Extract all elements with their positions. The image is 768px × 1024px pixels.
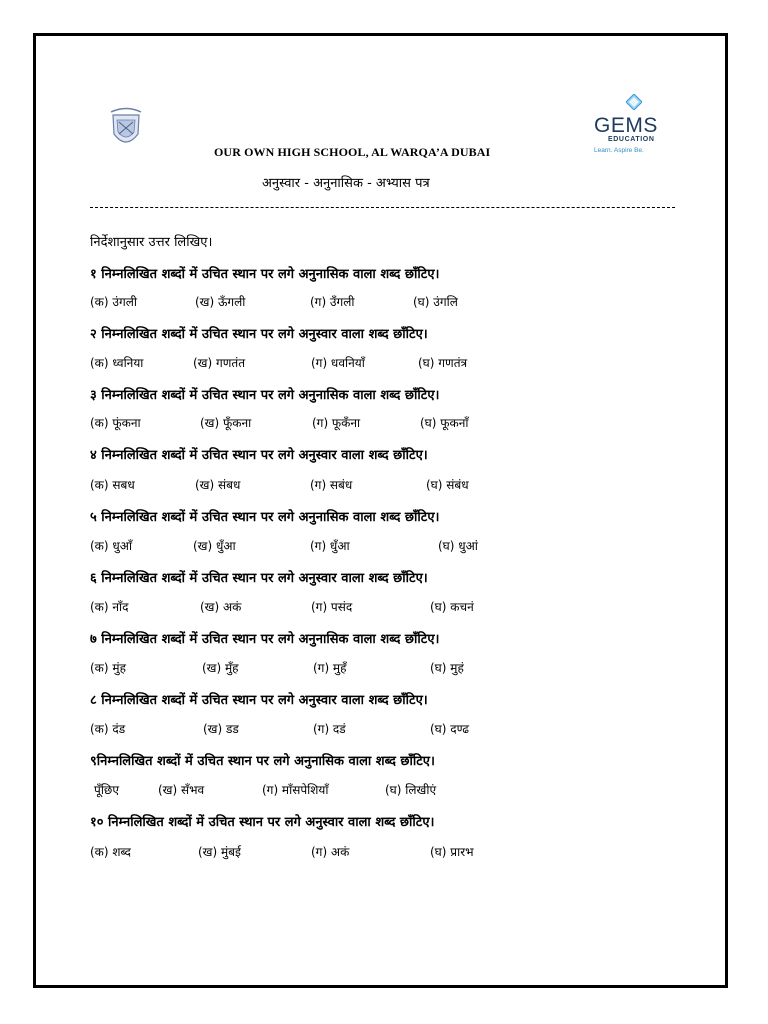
question-7: ७ निम्नलिखित शब्दों में उचित स्थान पर लगे अनुनासिक वाला शब्द छाँटिए। bbox=[90, 632, 440, 647]
school-crest-icon bbox=[107, 104, 145, 154]
q1-option-b: (ख) ऊँगली bbox=[195, 295, 246, 309]
instruction: निर्देशानुसार उत्तर लिखिए। bbox=[90, 235, 213, 250]
question-2: २ निम्नलिखित शब्दों में उचित स्थान पर लगे अनुस्वार वाला शब्द छाँटिए। bbox=[90, 327, 428, 342]
question-4: ४ निम्नलिखित शब्दों में उचित स्थान पर लगे अनुस्वार वाला शब्द छाँटिए। bbox=[90, 448, 428, 463]
question-9: ९निम्नलिखित शब्दों में उचित स्थान पर लगे अनुनासिक वाला शब्द छाँटिए। bbox=[90, 754, 435, 769]
q6-option-a: (क) नाँद bbox=[90, 600, 129, 614]
q3-option-a: (क) फूंकना bbox=[90, 416, 141, 430]
q7-option-a: (क) मुंह bbox=[90, 661, 126, 675]
q5-option-c: (ग) धुँआ bbox=[310, 539, 350, 553]
q10-option-c: (ग) अकं bbox=[311, 845, 350, 859]
q10-option-d: (घ) प्रारभ bbox=[430, 845, 474, 859]
q8-option-b: (ख) डड bbox=[203, 722, 239, 736]
gems-diamond-icon bbox=[626, 94, 642, 110]
q8-option-d: (घ) दण्ढ bbox=[430, 722, 469, 736]
q4-option-c: (ग) सबंध bbox=[310, 478, 353, 492]
q9-option-d: (घ) लिखीएं bbox=[385, 783, 437, 797]
q10-option-a: (क) शब्द bbox=[90, 845, 131, 859]
q5-option-a: (क) धुआँ bbox=[90, 539, 133, 553]
school-name: OUR OWN HIGH SCHOOL, AL WARQA’A DUBAI bbox=[214, 145, 491, 159]
q7-option-d: (घ) मुहं bbox=[430, 661, 464, 675]
q5-option-b: (ख) धुँआ bbox=[193, 539, 236, 553]
q8-option-c: (ग) दडं bbox=[313, 722, 346, 736]
q2-option-a: (क) ध्वनिया bbox=[90, 356, 144, 370]
q9-option-b: (ख) सँभव bbox=[158, 783, 205, 797]
q3-option-c: (ग) फूकँना bbox=[312, 416, 361, 430]
q2-option-c: (ग) धवनियाँ bbox=[311, 356, 365, 370]
q6-option-c: (ग) पसंद bbox=[311, 600, 353, 614]
gems-logo-sub: EDUCATION bbox=[608, 136, 655, 143]
q9-option-a: पूँछिए bbox=[94, 783, 119, 797]
worksheet-title: अनुस्वार - अनुनासिक - अभ्यास पत्र bbox=[262, 176, 430, 191]
q4-option-a: (क) सबध bbox=[90, 478, 135, 492]
q6-option-d: (घ) कचनं bbox=[430, 600, 474, 614]
question-6: ६ निम्नलिखित शब्दों में उचित स्थान पर लगे अनुस्वार वाला शब्द छाँटिए। bbox=[90, 571, 428, 586]
q3-option-b: (ख) फूँकना bbox=[200, 416, 252, 430]
q1-option-a: (क) उंगली bbox=[90, 295, 137, 309]
q7-option-c: (ग) मुहँ bbox=[313, 661, 347, 675]
q4-option-d: (घ) संबंध bbox=[426, 478, 469, 492]
question-3: ३ निम्नलिखित शब्दों में उचित स्थान पर लगे अनुनासिक वाला शब्द छाँटिए। bbox=[90, 388, 440, 403]
q7-option-b: (ख) मुँह bbox=[202, 661, 239, 675]
question-8: ८ निम्नलिखित शब्दों में उचित स्थान पर लगे अनुस्वार वाला शब्द छाँटिए। bbox=[90, 693, 428, 708]
q2-option-b: (ख) गणतंत bbox=[193, 356, 246, 370]
q3-option-d: (घ) फूकनाँ bbox=[420, 416, 469, 430]
q1-option-c: (ग) उँगली bbox=[310, 295, 355, 309]
question-1: १ निम्नलिखित शब्दों में उचित स्थान पर लगे अनुनासिक वाला शब्द छाँटिए। bbox=[90, 267, 440, 282]
q5-option-d: (घ) धुआं bbox=[438, 539, 478, 553]
q4-option-b: (ख) संबध bbox=[195, 478, 241, 492]
gems-logo-word: GEMS bbox=[594, 114, 658, 137]
q2-option-d: (घ) गणतंत्र bbox=[418, 356, 468, 370]
gems-logo-tagline: Learn. Aspire Be. bbox=[594, 147, 644, 154]
q9-option-c: (ग) माँसपेशियाँ bbox=[262, 783, 329, 797]
question-5: ५ निम्नलिखित शब्दों में उचित स्थान पर लगे अनुनासिक वाला शब्द छाँटिए। bbox=[90, 510, 440, 525]
q1-option-d: (घ) उंगलि bbox=[413, 295, 458, 309]
q8-option-a: (क) दंड bbox=[90, 722, 126, 736]
gems-logo bbox=[588, 92, 668, 162]
q10-option-b: (ख) मुंबई bbox=[198, 845, 241, 859]
question-10: १० निम्नलिखित शब्दों में उचित स्थान पर लगे अनुस्वार वाला शब्द छाँटिए। bbox=[90, 815, 435, 830]
dashed-divider bbox=[90, 207, 675, 208]
q6-option-b: (ख) अकं bbox=[200, 600, 242, 614]
